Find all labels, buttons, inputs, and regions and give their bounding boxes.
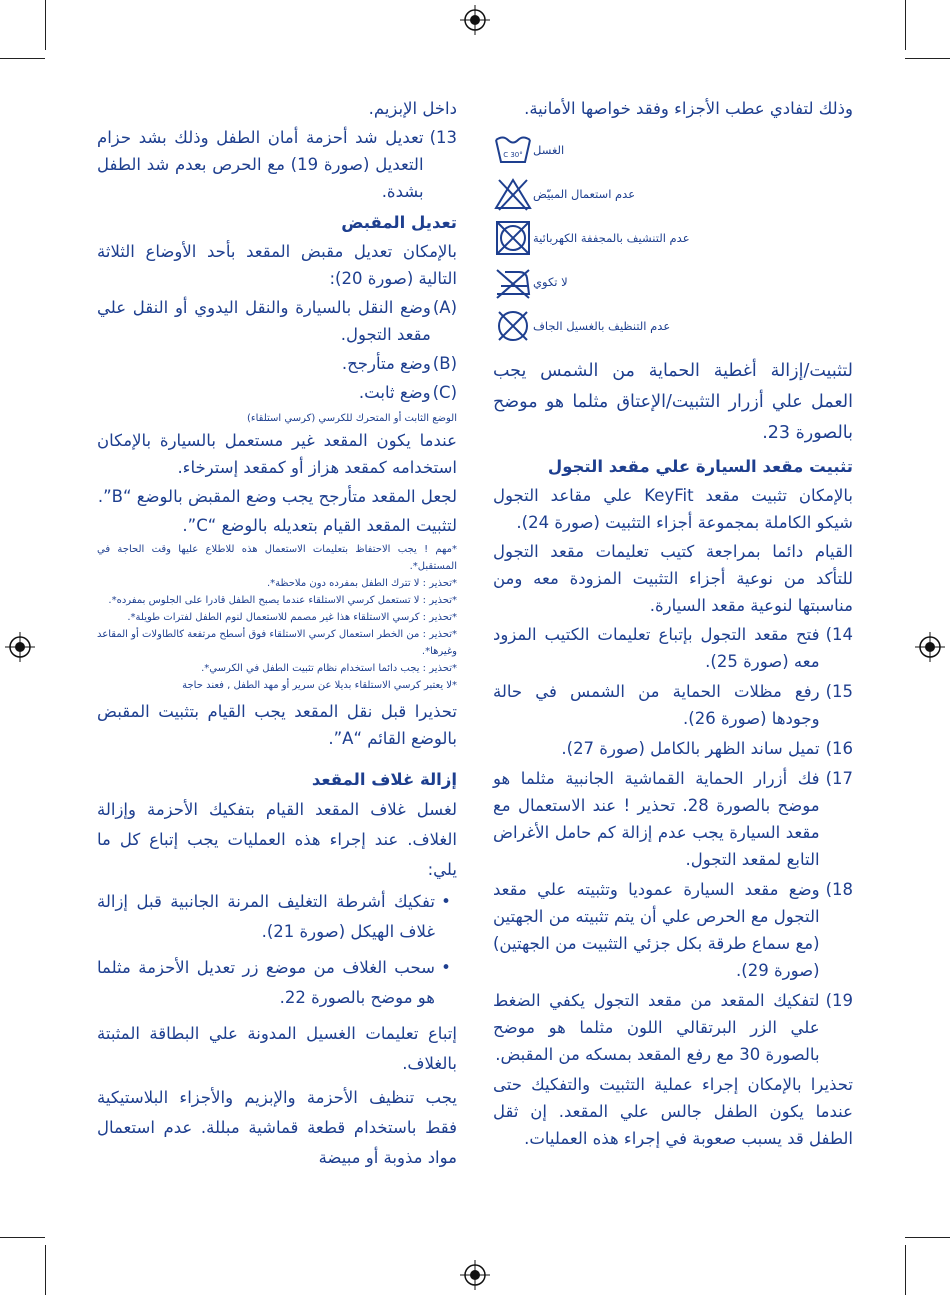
care-label: عدم استعمال المبيّض xyxy=(533,187,636,201)
section-heading-handle: تعديل المقبض xyxy=(341,213,457,232)
rocker-text: عندما يكون المقعد غير مستعمل بالسيارة بالإمكان استخدامه كمقعد هزاز أو كمقعد إسترخاء. xyxy=(97,431,457,477)
right-column xyxy=(493,95,853,1154)
care-row-dryclean xyxy=(493,304,853,348)
care-label: لا تكوي xyxy=(533,275,568,289)
manual-text: القيام دائما بمراجعة كتيب تعليمات مقعد التجول للتأكد من نوعية أجزاء التثبيت المزودة معه ومن مناسبتها لنوعية مقعد السيارة. xyxy=(493,542,853,615)
buckle-text: داخل الإبزيم. xyxy=(368,99,457,118)
note-text: *تحذير : لا تترك الطفل بمفرده دون ملاحظة*. xyxy=(266,578,457,589)
list-item: 13) تعديل شد أحزمة أمان الطفل وذلك بشد حزام التعديل (صورة 19) مع الحرص بعدم شد الطفل بشدة. xyxy=(97,128,457,201)
crop-mark xyxy=(0,58,45,59)
no-bleach-icon xyxy=(493,176,533,212)
rocker-position-text: لجعل المقعد متأرجح يجب وضع المقبض بالوضع “B”. xyxy=(97,487,457,506)
bullet-item: • تفكيك أشرطة التغليف المرنة الجانبية قبل إزالة غلاف الهيكل (صورة 21). xyxy=(97,892,451,941)
sun-cover-text: لتثبيت/إزالة أغطية الحماية من الشمس يجب العمل علي أزرار التثبيت/الإعتاق مثلما هو موضح بالصورة 23. xyxy=(493,361,853,443)
intro-text: وذلك لتفادي عطب الأجزاء وفقد خواصها الأمانية. xyxy=(524,99,853,118)
list-item: 18) وضع مقعد السيارة عموديا وتثبيته علي مقعد التجول مع الحرص علي أن يتم تثبيته من الجهتين (مع سماع طرقة بكل جزئي التثبيت من الجهتين) (صورة 29). xyxy=(493,880,853,980)
section-heading-mount: تثبيت مقعد السيارة علي مقعد التجول xyxy=(547,457,853,476)
care-label: عدم التنظيف بالغسيل الجاف xyxy=(533,319,671,333)
crop-mark xyxy=(905,0,906,50)
note-text: *تحذير : لا تستعمل كرسي الاستلقاء عندما يصبح الطفل قادرا على الجلوس بمفرده*. xyxy=(108,595,457,606)
care-row-wash xyxy=(493,128,853,172)
svg-text:30° C: 30° C xyxy=(503,151,523,159)
care-row-bleach xyxy=(493,172,853,216)
crop-mark xyxy=(45,1245,46,1295)
option-item: (C) وضع ثابت. xyxy=(358,383,457,402)
crop-mark xyxy=(905,58,950,59)
cover-text: لغسل غلاف المقعد القيام بتفكيك الأحزمة وإزالة الغلاف. عند إجراء هذه العمليات يجب إتباع كل ما يلي: xyxy=(97,800,457,879)
handle-text: بالإمكان تعديل مقبض المقعد بأحد الأوضاع الثلاثة التالية (صورة 20): xyxy=(97,242,457,288)
left-column xyxy=(97,95,457,1175)
no-dry-clean-icon xyxy=(493,308,533,344)
list-item: 17) فك أزرار الحماية القماشية الجانبية مثلما هو موضح بالصورة 28. تحذير ! عند الاستعمال مع مقعد السيارة يجب عدم إزالة كم حامل الأغراض التابع لمقعد التجول. xyxy=(493,769,853,869)
carry-warning-text: تحذيرا قبل نقل المقعد يجب القيام بتثبيت المقبض بالوضع القائم “A”. xyxy=(97,702,457,748)
crop-mark xyxy=(45,0,46,50)
option-item: (A) وضع النقل بالسيارة والنقل اليدوي أو النقل علي مقعد التجول. xyxy=(97,298,457,344)
note-text: *لا يعتبر كرسي الاستلقاء بديلا عن سرير أو مهد الطفل , فعند حاجة xyxy=(182,680,457,691)
iron-icon xyxy=(493,264,533,300)
section-heading-cover: إزالة غلاف المقعد xyxy=(311,770,457,789)
care-row-dry xyxy=(493,216,853,260)
list-item: 19) لتفكيك المقعد من مقعد التجول يكفي الضغط علي الزر البرتقالي اللون مثلما هو موضح بالصورة 30 مع رفع المقعد بمسكه من المقبض. xyxy=(493,991,853,1064)
list-item: 14) فتح مقعد التجول بإتباع تعليمات الكتيب المزود معه (صورة 25). xyxy=(493,625,853,671)
mount-text: بالإمكان تثبيت مقعد KeyFit علي مقاعد التجول شيكو الكاملة بمجموعة أجزاء التثبيت (صورة 24). xyxy=(493,486,853,532)
warning-text: تحذيرا بالإمكان إجراء عملية التثبيت والتفكيك حتى عندما يكون الطفل جالس علي المقعد. إن ثقل الطفل قد يسبب صعوبة في إجراء هذه العمليات. xyxy=(493,1075,853,1148)
registration-mark-right xyxy=(915,632,945,662)
care-label: الغسل xyxy=(533,143,565,157)
cleaning-text: يجب تنظيف الأحزمة والإبزيم والأجزاء البلاستيكية فقط باستخدام قطعة قماشية مبللة. عدم استعمال مواد مذوبة أو مبيضة xyxy=(97,1088,457,1167)
care-label: عدم التنشيف بالمجففة الكهربائية xyxy=(533,231,690,245)
registration-mark-bottom xyxy=(460,1260,490,1290)
note-text: *تحذير : كرسي الاستلقاء هذا غير مصمم للاستعمال لنوم الطفل لفترات طويلة*. xyxy=(127,612,457,623)
option-item: (B) وضع متأرجح. xyxy=(341,354,457,373)
crop-mark xyxy=(0,1237,45,1238)
note-text: *مهم ! يجب الاحتفاظ بتعليمات الاستعمال هذه للاطلاع عليها وقت الحاجة في المستقبل*. xyxy=(97,544,457,572)
registration-mark-left xyxy=(5,632,35,662)
note-text: *تحذير : من الخطر استعمال كرسي الاستلقاء فوق أسطح مرتفعة كالطاولات أو المقاعد وغيرها*. xyxy=(97,629,457,657)
wash-30-icon xyxy=(493,132,533,168)
care-row-iron xyxy=(493,260,853,304)
crop-mark xyxy=(905,1237,950,1238)
no-tumble-dry-icon xyxy=(493,220,533,256)
list-item: 15) رفع مظلات الحماية من الشمس في حالة وجودها (صورة 26). xyxy=(493,682,853,728)
recliner-heading: الوضع الثابت أو المتحرك للكرسي (كرسي استلقاء) xyxy=(246,413,457,424)
label-text: إتباع تعليمات الغسيل المدونة علي البطاقة المثبتة بالغلاف. xyxy=(97,1024,457,1073)
fixed-position-text: لتثبيت المقعد القيام بتعديله بالوضع “C”. xyxy=(182,516,457,535)
bullet-item: • سحب الغلاف من موضع زر تعديل الأحزمة مثلما هو موضح بالصورة 22. xyxy=(97,958,451,1007)
note-text: *تحذير : يجب دائما استخدام نظام تثبيت الطفل في الكرسي*. xyxy=(201,663,457,674)
care-symbols xyxy=(493,128,853,348)
registration-mark-top xyxy=(460,5,490,35)
crop-mark xyxy=(905,1245,906,1295)
list-item: 16) تميل ساند الظهر بالكامل (صورة 27). xyxy=(561,739,853,758)
